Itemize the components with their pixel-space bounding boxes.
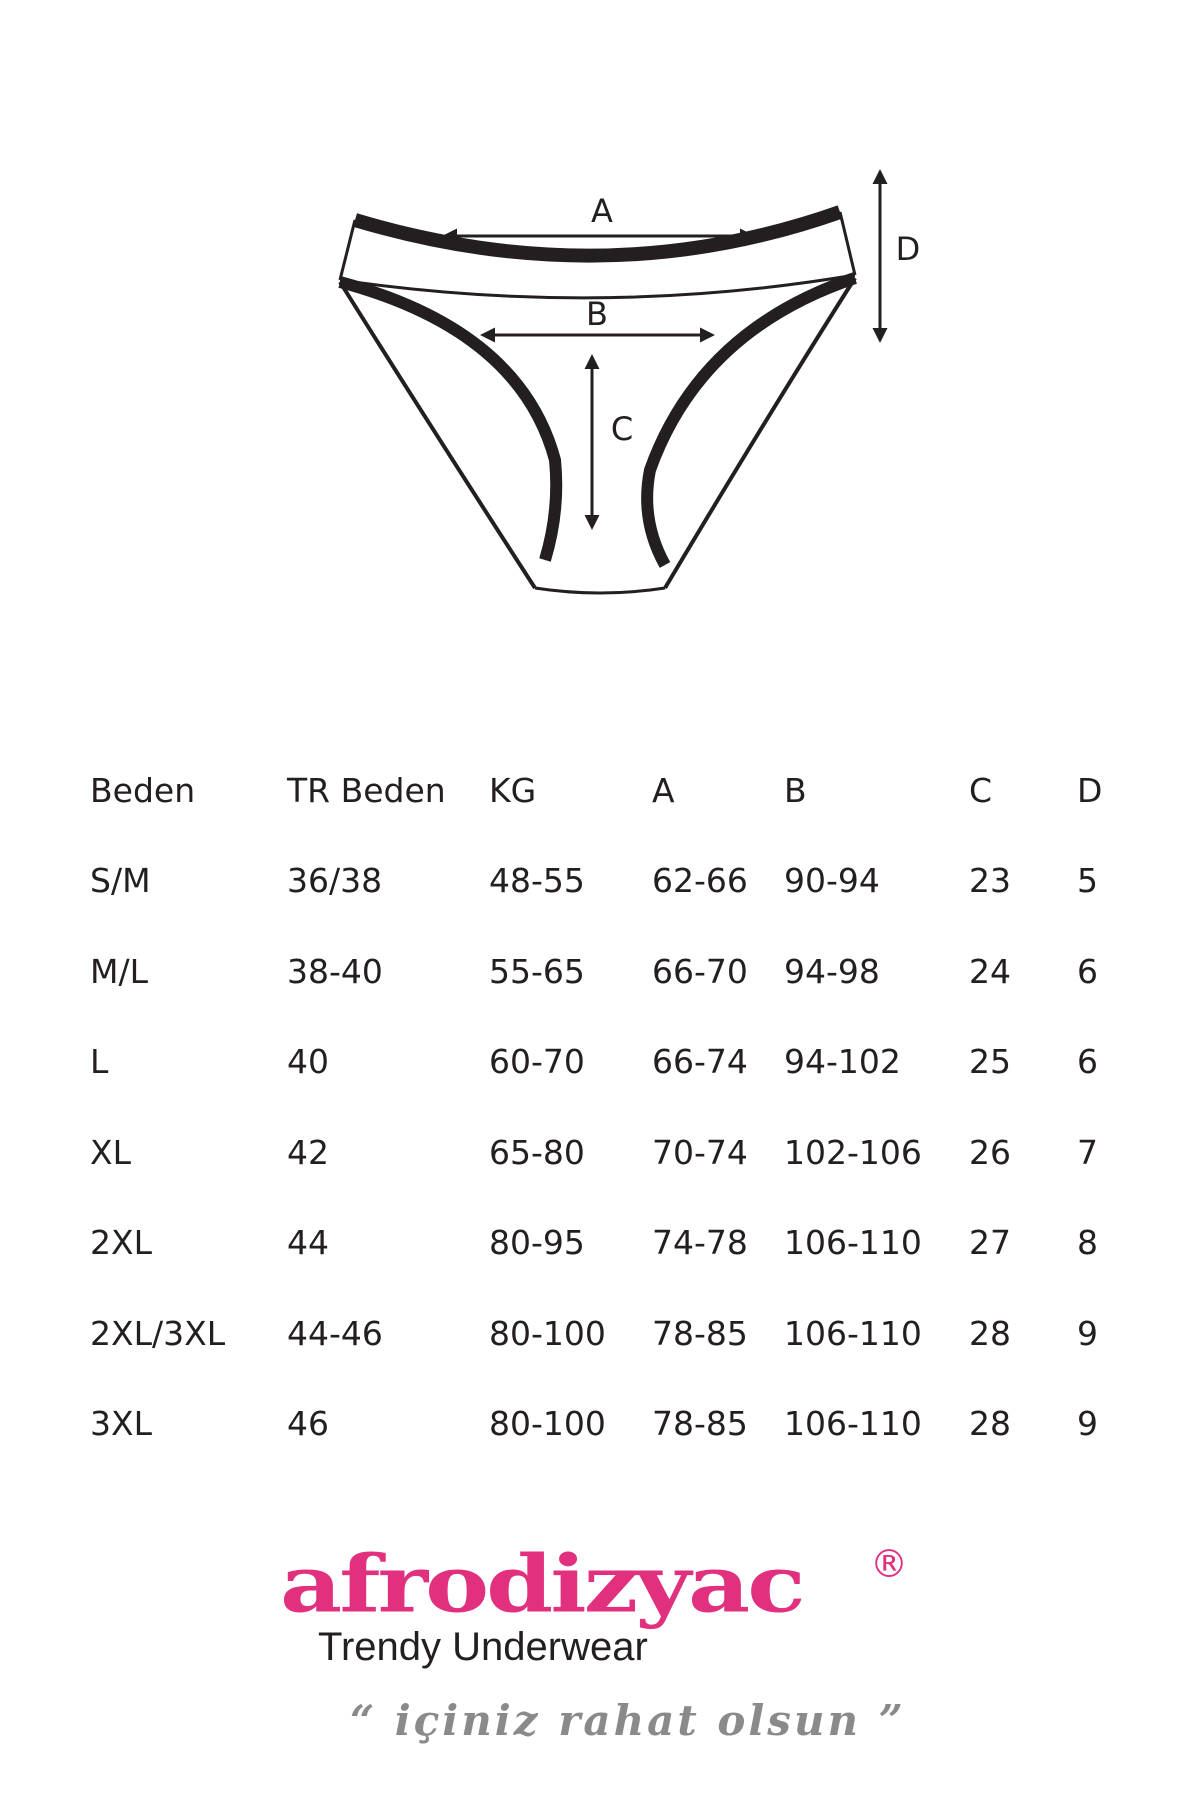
table-cell: XL <box>90 1132 131 1172</box>
table-cell: 65-80 <box>489 1132 585 1172</box>
table-cell: 28 <box>969 1313 1011 1353</box>
header-b: B <box>784 770 807 810</box>
right-leg-opening <box>647 278 855 565</box>
table-cell: 55-65 <box>489 951 585 991</box>
table-row <box>90 1198 1130 1289</box>
header-d: D <box>1077 770 1103 810</box>
left-leg-opening <box>340 282 556 560</box>
table-cell: 44-46 <box>287 1313 383 1353</box>
table-cell: 70-74 <box>652 1132 748 1172</box>
waistband-right-edge <box>840 212 855 275</box>
brand-name: afrodizyac <box>280 1537 803 1631</box>
table-row <box>90 836 1130 927</box>
table-cell: 23 <box>969 861 1011 901</box>
table-cell: 106-110 <box>784 1313 922 1353</box>
table-cell: 36/38 <box>287 861 383 901</box>
table-cell: 80-100 <box>489 1313 606 1353</box>
table-cell: 74-78 <box>652 1223 748 1263</box>
table-cell: 6 <box>1077 1042 1098 1082</box>
header-beden: Beden <box>90 770 196 810</box>
table-cell: 5 <box>1077 861 1098 901</box>
table-cell: 9 <box>1077 1404 1098 1444</box>
table-row <box>90 926 1130 1017</box>
table-cell: 27 <box>969 1223 1011 1263</box>
table-cell: 90-94 <box>784 861 880 901</box>
table-cell: 42 <box>287 1132 329 1172</box>
brand-slogan: “ içiniz rahat olsun ” <box>350 1696 906 1745</box>
briefs-illustration <box>300 150 960 610</box>
table-cell: 9 <box>1077 1313 1098 1353</box>
table-cell: 80-100 <box>489 1404 606 1444</box>
table-cell: 40 <box>287 1042 329 1082</box>
dimension-c-label: C <box>610 410 634 448</box>
gusset-bottom <box>535 588 665 593</box>
table-cell: S/M <box>90 861 151 901</box>
table-header-row <box>90 745 1130 836</box>
size-chart-table <box>90 745 1130 1469</box>
waistband-left-edge <box>340 220 355 280</box>
dimension-b-label: B <box>586 295 608 333</box>
table-cell: 62-66 <box>652 861 748 901</box>
table-cell: 7 <box>1077 1132 1098 1172</box>
table-cell: 2XL <box>90 1223 152 1263</box>
dimension-d-label: D <box>895 230 921 268</box>
header-kg: KG <box>489 770 537 810</box>
table-cell: 46 <box>287 1404 329 1444</box>
header-a: A <box>652 770 675 810</box>
table-cell: 60-70 <box>489 1042 585 1082</box>
table-cell: 66-74 <box>652 1042 748 1082</box>
table-cell: 25 <box>969 1042 1011 1082</box>
left-side-outline <box>340 282 535 588</box>
table-cell: 26 <box>969 1132 1011 1172</box>
dimension-a-label: A <box>591 192 613 230</box>
header-tr-beden: TR Beden <box>287 770 446 810</box>
table-cell: L <box>90 1042 109 1082</box>
table-cell: 48-55 <box>489 861 585 901</box>
header-c: C <box>969 770 993 810</box>
table-cell: 3XL <box>90 1404 152 1444</box>
table-cell: 44 <box>287 1223 329 1263</box>
table-cell: 78-85 <box>652 1404 748 1444</box>
table-cell: 78-85 <box>652 1313 748 1353</box>
table-cell: 94-98 <box>784 951 880 991</box>
table-cell: 106-110 <box>784 1404 922 1444</box>
registered-mark-icon: ® <box>870 1542 908 1586</box>
table-cell: 38-40 <box>287 951 383 991</box>
table-cell: 66-70 <box>652 951 748 991</box>
table-cell: 106-110 <box>784 1223 922 1263</box>
table-cell: 94-102 <box>784 1042 901 1082</box>
table-row <box>90 1288 1130 1379</box>
brand-tagline: Trendy Underwear <box>318 1625 648 1669</box>
table-row <box>90 1017 1130 1108</box>
measurement-diagram <box>300 150 960 610</box>
brand-logo <box>280 1537 920 1775</box>
table-cell: 6 <box>1077 951 1098 991</box>
table-row <box>90 1107 1130 1198</box>
table-cell: 102-106 <box>784 1132 922 1172</box>
table-cell: 80-95 <box>489 1223 585 1263</box>
table-cell: 2XL/3XL <box>90 1313 226 1353</box>
table-cell: M/L <box>90 951 148 991</box>
table-row <box>90 1379 1130 1470</box>
table-cell: 8 <box>1077 1223 1098 1263</box>
table-cell: 24 <box>969 951 1011 991</box>
table-cell: 28 <box>969 1404 1011 1444</box>
